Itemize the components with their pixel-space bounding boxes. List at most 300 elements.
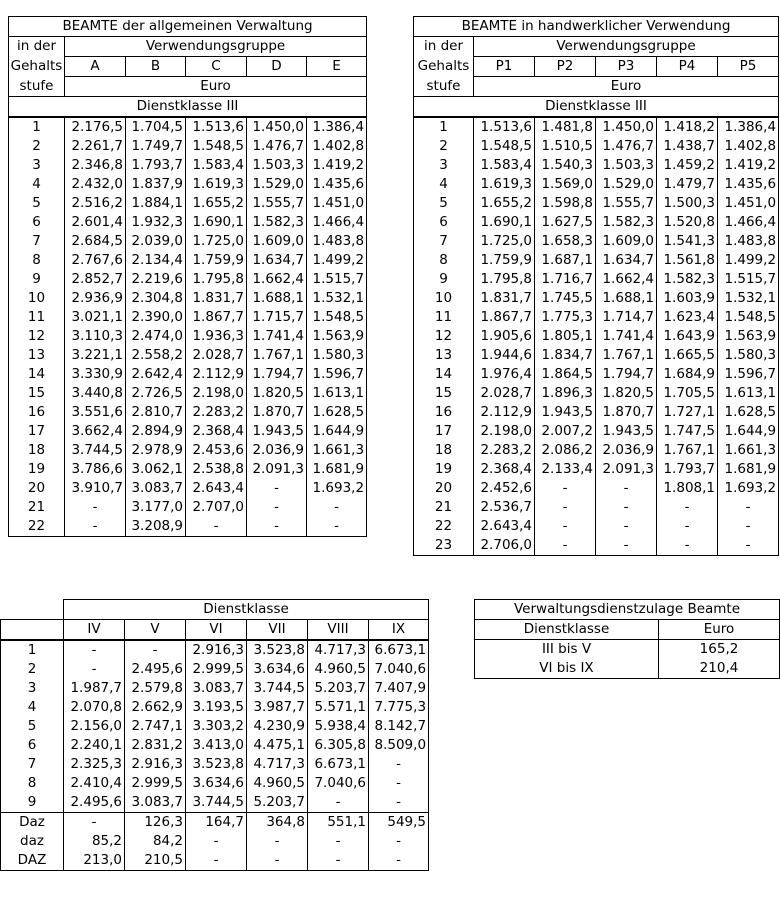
group-label: Verwendungsgruppe xyxy=(474,37,779,57)
table-cell: 2.747,1 xyxy=(125,717,186,736)
table-cell: - xyxy=(307,498,367,517)
table-cell: 1.655,2 xyxy=(474,194,535,213)
unit-label: Euro xyxy=(65,77,367,97)
table-cell: - xyxy=(596,498,657,517)
table-cell: 2.579,8 xyxy=(125,679,186,698)
table-cell: 3.662,4 xyxy=(65,422,126,441)
table4-row-value: 165,2 xyxy=(659,640,780,660)
table-cell: 1.745,5 xyxy=(535,289,596,308)
table-cell: 3.221,1 xyxy=(65,346,126,365)
table4-title: Verwaltungsdienstzulage Beamte xyxy=(475,600,780,620)
table-cell: 1.644,9 xyxy=(718,422,779,441)
table-cell: 1.794,7 xyxy=(596,365,657,384)
class-label: Dienstklasse III xyxy=(9,97,367,118)
table-cell: 1.987,7 xyxy=(64,679,125,698)
table-cell: 2.810,7 xyxy=(126,403,186,422)
table-cell: 1.834,7 xyxy=(535,346,596,365)
col-header: P3 xyxy=(596,57,657,77)
table-row xyxy=(9,117,367,137)
table-cell: - xyxy=(247,832,308,851)
table-cell: 1.569,0 xyxy=(535,175,596,194)
table-cell: 1.598,8 xyxy=(535,194,596,213)
table-cell: 1.476,7 xyxy=(596,137,657,156)
table-cell: 1.603,9 xyxy=(657,289,718,308)
table-cell: 1.805,1 xyxy=(535,327,596,346)
col-header: D xyxy=(247,57,307,77)
table-cell: - xyxy=(657,517,718,536)
table-cell: 1.451,0 xyxy=(718,194,779,213)
table-row xyxy=(414,308,779,327)
row-label: 9 xyxy=(414,270,474,289)
table-cell: - xyxy=(247,498,307,517)
table-cell: 1.867,7 xyxy=(474,308,535,327)
table-cell: 2.086,2 xyxy=(535,441,596,460)
table-cell: 4.717,3 xyxy=(308,640,369,660)
table-cell: - xyxy=(64,813,125,833)
col-header: E xyxy=(307,57,367,77)
table-cell: 1.499,2 xyxy=(307,251,367,270)
table-cell: 1.775,3 xyxy=(535,308,596,327)
table-cell: 2.707,0 xyxy=(186,498,247,517)
table-cell: 1.693,2 xyxy=(718,479,779,498)
row-label: 21 xyxy=(9,498,65,517)
table-row xyxy=(9,460,367,479)
table-cell: 3.910,7 xyxy=(65,479,126,498)
table-cell: 1.563,9 xyxy=(718,327,779,346)
table-cell: 3.634,6 xyxy=(247,660,308,679)
table1-body xyxy=(9,117,367,537)
row-label: 22 xyxy=(414,517,474,536)
row-label: 13 xyxy=(9,346,65,365)
table-cell: 7.040,6 xyxy=(369,660,429,679)
table-cell: 213,0 xyxy=(64,851,125,871)
table-cell: 1.662,4 xyxy=(596,270,657,289)
table-cell: 1.623,4 xyxy=(657,308,718,327)
table-row xyxy=(9,270,367,289)
table-cell: 2.601,4 xyxy=(65,213,126,232)
table-cell: 1.690,1 xyxy=(186,213,247,232)
table-cell: 1.419,2 xyxy=(307,156,367,175)
table-cell: 1.681,9 xyxy=(718,460,779,479)
table4-col-header: Dienstklasse xyxy=(475,620,659,640)
table2-title: BEAMTE in handwerklicher Verwendung xyxy=(414,17,779,37)
table-row xyxy=(9,156,367,175)
table-cell: 1.725,0 xyxy=(186,232,247,251)
table-cell: 1.684,9 xyxy=(657,365,718,384)
table-cell: 1.634,7 xyxy=(247,251,307,270)
row-label: 7 xyxy=(1,755,64,774)
table-cell: 1.795,8 xyxy=(186,270,247,289)
table-cell: 2.070,8 xyxy=(64,698,125,717)
table-cell: 1.582,3 xyxy=(596,213,657,232)
table-cell: 1.725,0 xyxy=(474,232,535,251)
class-label: Dienstklasse III xyxy=(414,97,779,118)
col-header: P2 xyxy=(535,57,596,77)
table-cell: 1.767,1 xyxy=(657,441,718,460)
col-header: VIII xyxy=(308,620,369,641)
unit-label: Euro xyxy=(474,77,779,97)
table-cell: 126,3 xyxy=(125,813,186,833)
table-cell: 2.999,5 xyxy=(125,774,186,793)
table-row xyxy=(1,660,429,679)
table-cell: 2.495,6 xyxy=(64,793,125,813)
table-cell: - xyxy=(596,536,657,556)
table-cell: 1.688,1 xyxy=(247,289,307,308)
row-label: 17 xyxy=(414,422,474,441)
col-header: VI xyxy=(186,620,247,641)
table-cell: 1.402,8 xyxy=(307,137,367,156)
table-cell: 2.219,6 xyxy=(126,270,186,289)
table-cell: 1.596,7 xyxy=(718,365,779,384)
table-cell: 1.870,7 xyxy=(247,403,307,422)
table-cell: 2.028,7 xyxy=(186,346,247,365)
table-cell: 1.580,3 xyxy=(718,346,779,365)
table-cell: 3.303,2 xyxy=(186,717,247,736)
table-row xyxy=(414,498,779,517)
table-row xyxy=(414,422,779,441)
table-row xyxy=(414,346,779,365)
table-cell: 2.894,9 xyxy=(126,422,186,441)
table-cell: 2.453,6 xyxy=(186,441,247,460)
row-label: 3 xyxy=(1,679,64,698)
table-cell: 2.662,9 xyxy=(125,698,186,717)
table-cell: 1.532,1 xyxy=(307,289,367,308)
table-cell: 2.176,5 xyxy=(65,117,126,137)
table-cell: 2.726,5 xyxy=(126,384,186,403)
table-row xyxy=(414,289,779,308)
table-cell: 1.870,7 xyxy=(596,403,657,422)
table-cell: 7.407,9 xyxy=(369,679,429,698)
table-cell: - xyxy=(186,832,247,851)
table-row xyxy=(414,117,779,137)
table-cell: - xyxy=(125,640,186,660)
row-label: 19 xyxy=(9,460,65,479)
table-cell: 1.793,7 xyxy=(126,156,186,175)
table-cell: 1.820,5 xyxy=(247,384,307,403)
table-cell: 1.583,4 xyxy=(186,156,247,175)
table-cell: - xyxy=(369,774,429,793)
table-cell: 2.936,9 xyxy=(65,289,126,308)
table-cell: 4.230,9 xyxy=(247,717,308,736)
table-cell: 1.435,6 xyxy=(307,175,367,194)
table-cell: 2.133,4 xyxy=(535,460,596,479)
table-cell: 3.551,6 xyxy=(65,403,126,422)
table-cell: 364,8 xyxy=(247,813,308,833)
table-cell: 1.808,1 xyxy=(657,479,718,498)
table-cell: 2.706,0 xyxy=(474,536,535,556)
table-cell: - xyxy=(596,517,657,536)
table-cell: 2.916,3 xyxy=(125,755,186,774)
table-cell: 2.283,2 xyxy=(474,441,535,460)
row-label: 20 xyxy=(9,479,65,498)
table-cell: 2.999,5 xyxy=(186,660,247,679)
table-row xyxy=(9,137,367,156)
table4-row-label: III bis V xyxy=(475,640,659,660)
table-cell: 1.582,3 xyxy=(247,213,307,232)
table-cell: 6.673,1 xyxy=(369,640,429,660)
table-row xyxy=(1,736,429,755)
table-cell: 2.474,0 xyxy=(126,327,186,346)
table-cell: 3.110,3 xyxy=(65,327,126,346)
table-cell: 1.513,6 xyxy=(186,117,247,137)
table-cell: - xyxy=(308,832,369,851)
table-cell: 4.960,5 xyxy=(308,660,369,679)
table-cell: 2.091,3 xyxy=(596,460,657,479)
table-cell: 6.305,8 xyxy=(308,736,369,755)
table-cell: - xyxy=(369,755,429,774)
table-cell: 5.203,7 xyxy=(308,679,369,698)
table-row xyxy=(9,422,367,441)
row-label: 16 xyxy=(9,403,65,422)
table-cell: 1.767,1 xyxy=(596,346,657,365)
table-row xyxy=(1,679,429,698)
table-cell: 551,1 xyxy=(308,813,369,833)
table-cell: 164,7 xyxy=(186,813,247,833)
allowance-row xyxy=(1,832,429,851)
row-label: 4 xyxy=(1,698,64,717)
table-cell: 3.330,9 xyxy=(65,365,126,384)
table-row xyxy=(9,479,367,498)
row-label: 18 xyxy=(9,441,65,460)
table-cell: 2.642,4 xyxy=(126,365,186,384)
table-cell: 4.717,3 xyxy=(247,755,308,774)
table-cell: 2.346,8 xyxy=(65,156,126,175)
table-row xyxy=(414,213,779,232)
table-handwerkliche-verwendung xyxy=(413,16,779,556)
table-cell: 8.142,7 xyxy=(369,717,429,736)
table-cell: - xyxy=(369,832,429,851)
table-cell: 1.634,7 xyxy=(596,251,657,270)
row-label: 17 xyxy=(9,422,65,441)
table-row xyxy=(9,213,367,232)
table-cell: 1.563,9 xyxy=(307,327,367,346)
row-label: 14 xyxy=(414,365,474,384)
table-cell: 1.704,5 xyxy=(126,117,186,137)
table-row xyxy=(9,403,367,422)
row-label: 2 xyxy=(1,660,64,679)
table-row xyxy=(9,384,367,403)
table-cell: 1.896,3 xyxy=(535,384,596,403)
table-cell: 3.413,0 xyxy=(186,736,247,755)
table-cell: 1.450,0 xyxy=(596,117,657,137)
table-cell: 1.548,5 xyxy=(718,308,779,327)
table-cell: 84,2 xyxy=(125,832,186,851)
table-cell: 1.609,0 xyxy=(596,232,657,251)
table-cell: - xyxy=(369,851,429,871)
col-header: IV xyxy=(64,620,125,641)
table-cell: 1.596,7 xyxy=(307,365,367,384)
col-header: P4 xyxy=(657,57,718,77)
row-label: 6 xyxy=(9,213,65,232)
table-cell: 1.747,5 xyxy=(657,422,718,441)
table-cell: 2.538,8 xyxy=(186,460,247,479)
table-cell: 2.432,0 xyxy=(65,175,126,194)
table-row xyxy=(414,175,779,194)
table-cell: 1.386,4 xyxy=(307,117,367,137)
table-cell: 2.240,1 xyxy=(64,736,125,755)
table-row xyxy=(414,384,779,403)
table-cell: 2.452,6 xyxy=(474,479,535,498)
table-cell: 3.021,1 xyxy=(65,308,126,327)
table-cell: 1.831,7 xyxy=(186,289,247,308)
table-cell: 1.655,2 xyxy=(186,194,247,213)
table-cell: 1.662,4 xyxy=(247,270,307,289)
table-cell: 1.450,0 xyxy=(247,117,307,137)
table-cell: 1.628,5 xyxy=(718,403,779,422)
table-cell: 1.714,7 xyxy=(596,308,657,327)
stub-line-3: stufe xyxy=(9,77,65,97)
table-cell: 549,5 xyxy=(369,813,429,833)
table4-col-header: Euro xyxy=(659,620,780,640)
table-row xyxy=(414,479,779,498)
table-cell: 2.007,2 xyxy=(535,422,596,441)
table-cell: 3.193,5 xyxy=(186,698,247,717)
table-cell: 85,2 xyxy=(64,832,125,851)
table3-allowance-rows xyxy=(1,813,429,871)
table-cell: 1.466,4 xyxy=(718,213,779,232)
row-label: 22 xyxy=(9,517,65,537)
col-header: C xyxy=(186,57,247,77)
table-cell: 2.767,6 xyxy=(65,251,126,270)
table-cell: 1.627,5 xyxy=(535,213,596,232)
table-cell: 2.390,0 xyxy=(126,308,186,327)
table-verwaltungsdienstzulage xyxy=(474,599,780,679)
table-row xyxy=(414,156,779,175)
table4-row-label: VI bis IX xyxy=(475,659,659,679)
stub-line-1: in der xyxy=(414,37,474,57)
table-cell: - xyxy=(64,640,125,660)
table-cell: 2.325,3 xyxy=(64,755,125,774)
table-cell: 1.583,4 xyxy=(474,156,535,175)
table-cell: - xyxy=(718,517,779,536)
table-cell: 1.541,3 xyxy=(657,232,718,251)
row-label: 1 xyxy=(9,117,65,137)
table-cell: 1.905,6 xyxy=(474,327,535,346)
table-cell: - xyxy=(64,660,125,679)
table-cell: 1.749,7 xyxy=(126,137,186,156)
table-cell: 210,5 xyxy=(125,851,186,871)
table-row xyxy=(9,517,367,537)
table-cell: 1.619,3 xyxy=(474,175,535,194)
table-cell: - xyxy=(596,479,657,498)
table3-body xyxy=(1,640,429,813)
table-row xyxy=(9,251,367,270)
table-cell: 2.368,4 xyxy=(474,460,535,479)
table-cell: 1.741,4 xyxy=(247,327,307,346)
row-label: 8 xyxy=(1,774,64,793)
table-cell: 3.177,0 xyxy=(126,498,186,517)
table-row xyxy=(414,517,779,536)
table-cell: 1.690,1 xyxy=(474,213,535,232)
table-cell: 2.156,0 xyxy=(64,717,125,736)
row-label: 11 xyxy=(414,308,474,327)
table-cell: 1.661,3 xyxy=(307,441,367,460)
table-cell: 1.515,7 xyxy=(307,270,367,289)
table-cell: 2.368,4 xyxy=(186,422,247,441)
table-row xyxy=(414,327,779,346)
table-row xyxy=(414,270,779,289)
table-cell: 3.083,7 xyxy=(186,679,247,698)
table-cell: 1.555,7 xyxy=(247,194,307,213)
table-cell: 1.759,9 xyxy=(474,251,535,270)
table-cell: 1.548,5 xyxy=(307,308,367,327)
row-label: 4 xyxy=(414,175,474,194)
table-cell: - xyxy=(535,517,596,536)
table-cell: 3.083,7 xyxy=(126,479,186,498)
table-cell: 3.744,5 xyxy=(186,793,247,813)
table-cell: 1.503,3 xyxy=(596,156,657,175)
table-cell: 1.628,5 xyxy=(307,403,367,422)
table-row xyxy=(1,774,429,793)
table-cell: - xyxy=(247,517,307,537)
table-cell: 1.716,7 xyxy=(535,270,596,289)
table-cell: 2.852,7 xyxy=(65,270,126,289)
row-label: 7 xyxy=(9,232,65,251)
table-row xyxy=(1,717,429,736)
table-cell: 2.536,7 xyxy=(474,498,535,517)
row-label: Daz xyxy=(1,813,64,833)
table-cell: 6.673,1 xyxy=(308,755,369,774)
row-label: daz xyxy=(1,832,64,851)
table-cell: - xyxy=(535,498,596,517)
table-cell: 2.410,4 xyxy=(64,774,125,793)
table-cell: 1.510,5 xyxy=(535,137,596,156)
table-cell: 5.203,7 xyxy=(247,793,308,813)
table-row xyxy=(9,308,367,327)
row-label: 13 xyxy=(414,346,474,365)
table-cell: - xyxy=(307,517,367,537)
row-label: 16 xyxy=(414,403,474,422)
table-cell: 2.039,0 xyxy=(126,232,186,251)
table-cell: 2.558,2 xyxy=(126,346,186,365)
table-row xyxy=(9,194,367,213)
col-header: P1 xyxy=(474,57,535,77)
table-row xyxy=(9,498,367,517)
table-cell: 1.884,1 xyxy=(126,194,186,213)
table-row xyxy=(414,194,779,213)
col-header: VII xyxy=(247,620,308,641)
table-cell: 2.036,9 xyxy=(247,441,307,460)
row-label: 15 xyxy=(414,384,474,403)
table-cell: 1.520,8 xyxy=(657,213,718,232)
table-cell: 1.503,3 xyxy=(247,156,307,175)
table-cell: 1.661,3 xyxy=(718,441,779,460)
table-dienstklasse-iv-ix xyxy=(0,599,429,871)
row-label: 12 xyxy=(414,327,474,346)
table-row xyxy=(9,232,367,251)
table-cell: - xyxy=(186,517,247,537)
table-row xyxy=(1,793,429,813)
table-cell: 3.987,7 xyxy=(247,698,308,717)
table-cell: 1.705,5 xyxy=(657,384,718,403)
table-cell: 3.634,6 xyxy=(186,774,247,793)
table-cell: 1.837,9 xyxy=(126,175,186,194)
table-cell: 1.483,8 xyxy=(718,232,779,251)
table-cell: 2.036,9 xyxy=(596,441,657,460)
allowance-row xyxy=(1,813,429,833)
table-cell: 2.091,3 xyxy=(247,460,307,479)
row-label: 11 xyxy=(9,308,65,327)
table-cell: - xyxy=(65,498,126,517)
col-header: IX xyxy=(369,620,429,641)
table-cell: 1.643,9 xyxy=(657,327,718,346)
table-cell: 7.040,6 xyxy=(308,774,369,793)
table-cell: 1.943,5 xyxy=(535,403,596,422)
table-row xyxy=(414,232,779,251)
row-label: 10 xyxy=(414,289,474,308)
table-cell: 1.451,0 xyxy=(307,194,367,213)
row-label: 14 xyxy=(9,365,65,384)
